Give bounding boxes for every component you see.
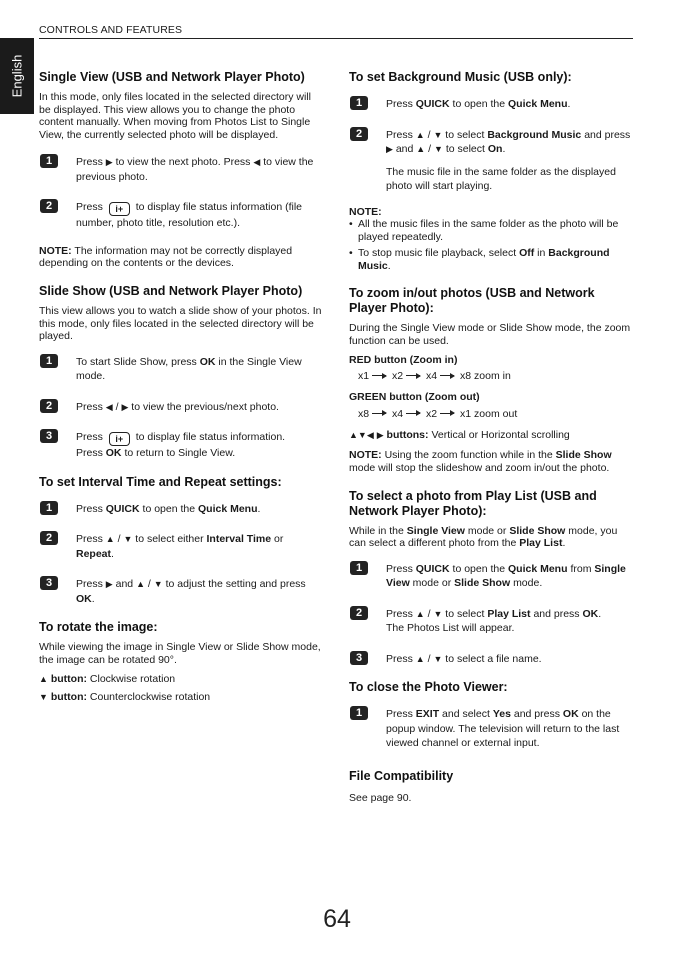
step-number-1: 1 (40, 154, 58, 168)
left-arrow-icon: ◀ (366, 429, 374, 440)
compat-title: File Compatibility (349, 768, 454, 783)
down-arrow-icon: ▼ (433, 608, 443, 619)
step-number-2: 2 (350, 606, 368, 620)
slide-show-intro: This view allows you to watch a slide show of your photos. In this mode, only files located in the selected directory will be played. (39, 305, 322, 343)
single-view-note: NOTE: The information may not be correctly displayed depending on the contents or the devices. (39, 244, 293, 270)
zoom-in-sequence: x1 x2 x4 x8 zoom in (358, 370, 511, 383)
right-column (349, 66, 633, 804)
info-button-icon: i+ (109, 202, 130, 216)
single-view-step-1: 1 Press ▶ to view the next photo. Press ◀ to view the previous photo. (39, 155, 324, 184)
down-arrow-icon: ▼ (433, 653, 443, 664)
bg-music-note-bullet-1: • All the music files in the same folder as the photo will be played repeatedly. (349, 218, 633, 243)
step-number-1: 1 (40, 354, 58, 368)
zoom-title: To zoom in/out photos (USB and Network Player Photo): (349, 286, 595, 316)
right-arrow-icon: ▶ (376, 429, 384, 440)
rotate-down-line: ▼ button: Counterclockwise rotation (39, 691, 211, 704)
up-arrow-icon: ▲ (415, 129, 425, 140)
close-title: To close the Photo Viewer: (349, 680, 508, 695)
slide-show-step-2: 2 Press ◀ / ▶ to view the previous/next photo. (39, 400, 324, 415)
right-arrow-icon: ▶ (105, 579, 113, 590)
left-column (39, 66, 324, 704)
up-arrow-icon: ▲ (105, 534, 115, 545)
right-arrow-icon: ▶ (121, 401, 129, 412)
slide-show-step-1: 1 To start Slide Show, press OK in the Single View mode. (39, 355, 324, 384)
bg-music-note-bullet-2: • To stop music file playback, select Off in Background Music. (349, 247, 633, 272)
up-arrow-icon: ▲ (39, 673, 48, 684)
close-step-1: 1 Press EXIT and select Yes and press OK on the popup window. The television will return to the last viewed channel or external input. (349, 707, 633, 751)
bg-music-step-2-note: The music file in the same folder as the displayed photo will start playing. (386, 165, 616, 192)
select-photo-step-1: 1 Press QUICK to open the Quick Menu from Single View mode or Slide Show mode. (349, 562, 633, 591)
step-number-3: 3 (350, 651, 368, 665)
rotate-up-line: ▲ button: Clockwise rotation (39, 672, 176, 685)
step-number-1: 1 (350, 706, 368, 720)
down-arrow-icon: ▼ (39, 692, 48, 703)
arrow-right-icon (440, 375, 454, 376)
select-photo-step-2: 2 Press ▲ / ▼ to select Play List and press OK. The Photos List will appear. (349, 607, 633, 636)
down-arrow-icon: ▼ (357, 429, 367, 440)
step-number-1: 1 (40, 501, 58, 515)
bg-music-title: To set Background Music (USB only): (349, 70, 572, 84)
down-arrow-icon: ▼ (433, 129, 443, 140)
down-arrow-icon: ▼ (123, 534, 133, 545)
up-arrow-icon: ▲ (415, 653, 425, 664)
zoom-red-label: RED button (Zoom in) (349, 353, 458, 366)
zoom-intro: During the Single View mode or Slide Show mode, the zoom function can be used. (349, 322, 631, 348)
left-arrow-icon: ◀ (253, 157, 261, 168)
slide-show-title: Slide Show (USB and Network Player Photo) (39, 284, 303, 299)
rotate-title: To rotate the image: (39, 620, 158, 635)
arrow-right-icon (372, 413, 386, 414)
interval-step-3: 3 Press ▶ and ▲ / ▼ to adjust the setting and press OK. (39, 577, 324, 606)
step-number-3: 3 (40, 576, 58, 590)
single-view-intro: In this mode, only files located in the selected directory will be displayed. This view allows you to change the photo content manually. When moving from Photos List to Single View, the currently selected photo will be displayed. (39, 91, 311, 141)
up-arrow-icon: ▲ (415, 608, 425, 619)
select-photo-title: To select a photo from Play List (USB and Network Player Photo): (349, 488, 597, 518)
zoom-out-sequence: x8 x4 x2 x1 zoom out (358, 407, 518, 420)
step-number-1: 1 (350, 96, 368, 110)
info-button-icon: i+ (109, 432, 130, 446)
page-number: 64 (323, 905, 351, 933)
arrow-right-icon (406, 375, 420, 376)
language-label: English (9, 54, 25, 98)
step-number-1: 1 (350, 561, 368, 575)
up-arrow-icon: ▲ (136, 579, 145, 590)
arrow-right-icon (406, 413, 420, 414)
step-number-2: 2 (40, 199, 58, 213)
left-arrow-icon: ◀ (105, 401, 113, 412)
arrow-right-icon (372, 375, 386, 376)
down-arrow-icon: ▼ (153, 579, 163, 590)
single-view-title: Single View (USB and Network Player Photo) (39, 70, 305, 84)
step-number-2: 2 (40, 399, 58, 413)
slide-show-step-3: 3 Press i+ to display file status information. Press OK to return to Single View. (39, 430, 324, 461)
down-arrow-icon: ▼ (433, 144, 443, 154)
bg-music-step-2: 2 Press ▲ / ▼ to select Background Music and press ▶ and ▲ / ▼ to select On. The music file in the same folder as the displayed photo will start playing. (349, 128, 633, 194)
select-photo-intro: While in the Single View mode or Slide Show mode, you can select a different photo from the Play List. (349, 524, 618, 550)
up-arrow-icon: ▲ (349, 429, 358, 440)
interval-step-1: 1 Press QUICK to open the Quick Menu. (39, 502, 324, 517)
zoom-green-label: GREEN button (Zoom out) (349, 391, 480, 404)
interval-title: To set Interval Time and Repeat settings: (39, 474, 282, 489)
compat-text: See page 90. (349, 791, 412, 804)
language-tab (0, 38, 34, 114)
step-number-2: 2 (40, 531, 58, 545)
section-header: CONTROLS AND FEATURES (39, 24, 183, 36)
up-arrow-icon: ▲ (416, 144, 426, 154)
select-photo-step-3: 3 Press ▲ / ▼ to select a file name. (349, 652, 633, 667)
zoom-note: NOTE: Using the zoom function while in the Slide Show mode will stop the slideshow and zoom in/out the photo. (349, 449, 612, 475)
interval-step-2: 2 Press ▲ / ▼ to select either Interval Time or Repeat. (39, 532, 324, 561)
step-number-2: 2 (350, 127, 368, 141)
step-number-3: 3 (40, 429, 58, 443)
single-view-step-2: 2 Press i+ to display file status information (file number, photo title, resolution etc.). (39, 200, 324, 231)
bg-music-step-1: 1 Press QUICK to open the Quick Menu. (349, 97, 633, 112)
right-arrow-icon: ▶ (386, 144, 393, 154)
zoom-scroll-line: ▲▼◀ ▶ buttons: Vertical or Horizontal scrolling (349, 428, 570, 441)
rotate-intro: While viewing the image in Single View or Slide Show mode, the image can be rotated 90°. (39, 641, 321, 666)
right-arrow-icon: ▶ (105, 157, 113, 168)
arrow-right-icon (440, 413, 454, 414)
header-rule (39, 38, 633, 39)
bg-music-note-label: NOTE: (349, 205, 382, 218)
